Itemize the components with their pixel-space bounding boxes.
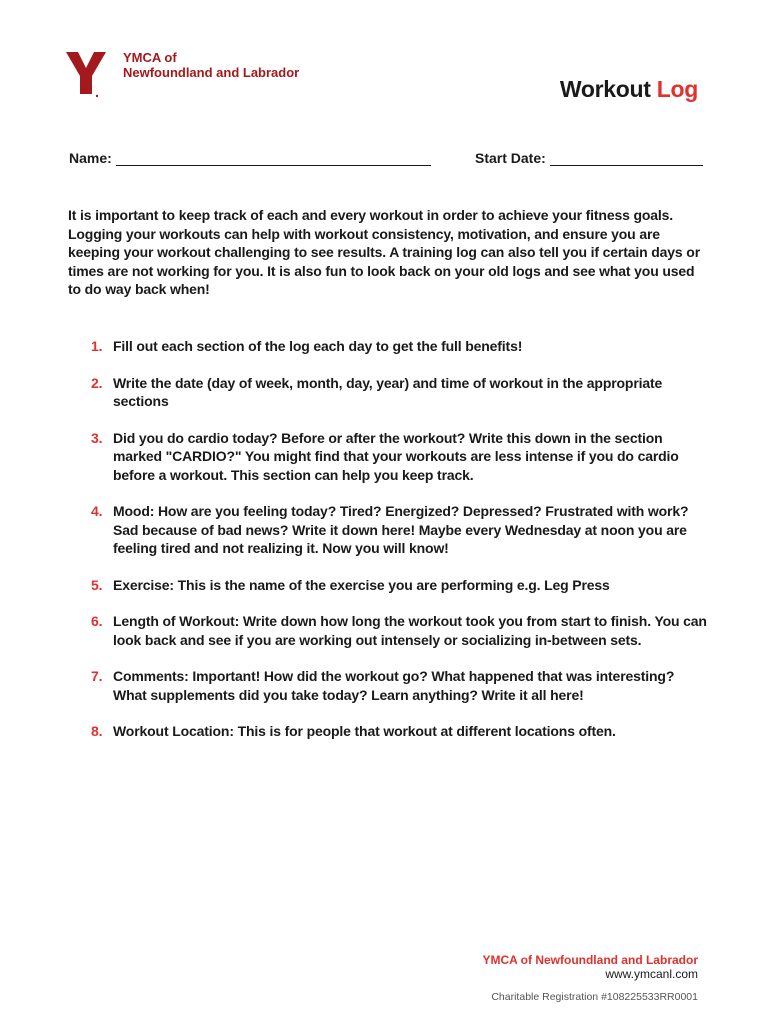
step-number: 8. bbox=[91, 723, 103, 739]
footer-registration: Charitable Registration #108225533RR0001 bbox=[491, 991, 698, 1003]
name-line[interactable] bbox=[116, 151, 431, 166]
start-date-label: Start Date: bbox=[475, 150, 546, 166]
instructions-list bbox=[68, 337, 708, 759]
step-text: Write the date (day of week, month, day, year) and time of workout in the appropriate sections bbox=[113, 374, 663, 409]
list-item bbox=[68, 502, 708, 558]
ymca-y-logo-icon bbox=[66, 50, 106, 98]
title-main: Workout bbox=[559, 76, 651, 102]
start-date-line[interactable] bbox=[550, 151, 703, 166]
intro-paragraph: It is important to keep track of each and every workout in order to achieve your fitness goals. Logging your workouts can help with workout consistency, motivation, and ensure you are keeping your workout challenging to see results. A training log can also tell you if certain days or times are not working for you. It is also fun to look back on your old logs and see what you used to do way back when! bbox=[68, 207, 700, 297]
step-number: 7. bbox=[91, 668, 103, 684]
org-name bbox=[123, 50, 299, 80]
step-number: 5. bbox=[91, 576, 103, 593]
step-number: 6. bbox=[91, 613, 103, 629]
footer bbox=[482, 953, 698, 1003]
org-name-line1: YMCA of bbox=[123, 50, 177, 65]
list-item bbox=[68, 722, 708, 741]
step-number: 4. bbox=[91, 503, 103, 519]
footer-url[interactable]: www.ymcanl.com bbox=[605, 967, 698, 981]
step-text: Fill out each section of the log each day to get the full benefits! bbox=[113, 338, 523, 354]
list-item bbox=[68, 429, 708, 485]
step-number: 2. bbox=[91, 374, 103, 391]
org-name-line2: Newfoundland and Labrador bbox=[123, 65, 300, 80]
step-text: Mood: How are you feeling today? Tired? Energized? Depressed? Frustrated with work? Sad because of bad news? Write it down here! Maybe every Wednesday at noon you are feeling tired and not realizing it. Now you will know! bbox=[113, 503, 689, 556]
list-item bbox=[68, 374, 708, 411]
footer-org: YMCA of Newfoundland and Labrador bbox=[482, 953, 698, 967]
form-fields bbox=[69, 150, 703, 172]
name-label: Name: bbox=[69, 150, 112, 166]
step-text: Did you do cardio today? Before or after the workout? Write this down in the section marked "CARDIO?" You might find that your workouts are less intense if you do cardio before a workout. This section can help you keep track. bbox=[113, 429, 679, 483]
list-item bbox=[68, 612, 708, 649]
name-field[interactable] bbox=[69, 150, 431, 166]
step-number: 3. bbox=[91, 429, 103, 446]
step-text: Workout Location: This is for people that workout at different locations often. bbox=[113, 723, 616, 739]
list-item bbox=[68, 576, 708, 595]
step-text: Exercise: This is the name of the exercise you are performing e.g. Leg Press bbox=[113, 576, 610, 593]
title-accent: Log bbox=[656, 76, 698, 102]
step-text: Comments: Important! How did the workout go? What happened that was interesting? What supplements did you take today? Learn anything? Write it all here! bbox=[113, 668, 675, 703]
list-item bbox=[68, 337, 708, 356]
step-text: Length of Workout: Write down how long the workout took you from start to finish. You can look back and see if you are working out intensely or socializing in-between sets. bbox=[113, 613, 707, 648]
start-date-field[interactable] bbox=[475, 150, 703, 166]
step-number: 1. bbox=[91, 338, 103, 354]
page-title bbox=[560, 76, 698, 103]
list-item bbox=[68, 667, 708, 704]
